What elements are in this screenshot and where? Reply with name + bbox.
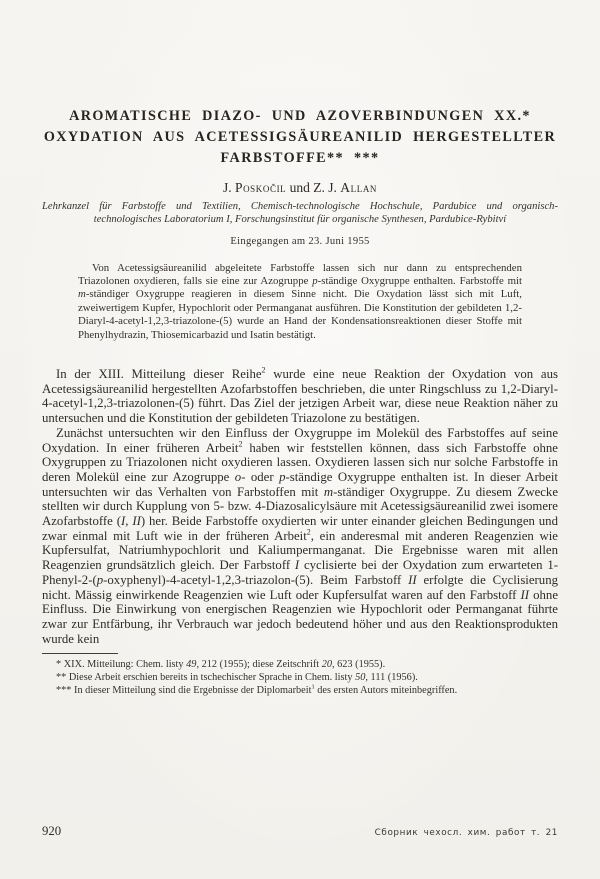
journal-footer: Сборник чехосл. хим. работ т. 21 xyxy=(374,828,558,838)
title-line-2: OXYDATION AUS ACETESSIGSÄUREANILID HERGESTELLTER xyxy=(43,129,557,145)
body-paragraph-2: Zunächst untersuchten wir den Einfluss der Oxygruppe im Molekül des Farbstoffes auf seine Oxydation. In einer früheren Arbeit$^2$ haben wir feststellen können, dass sich Farbstoffe ohne Oxygruppen zu Triazolonen nicht oxydieren lassen. Oxydieren lassen sich nur solche Farbstoffe in deren Molekül eine zur Azogruppe o- oder p-ständige Oxygruppe enthalten ist. In dieser Arbeit untersuchten wir das Verhalten von Farbstoffen mit m-ständiger Oxygruppe. Zu diesem Zwecke stellten wir durch Kupplung von 5- bzw. 4-Diazosalicylsäure mit Acetessigsäureanilid zwei isomere Azofarbstoffe (I, II) her. Beide Farbstoffe oxydierten wir unter einander gleichen Bedingungen und zwar einmal mit Luft wie in der früheren Arbeit$^2$, ein anderesmal mit anderen Reagenzien wie Kupfersulfat, Natriumhypochlorit und Kaliumpermanganat. Die Ergebnisse waren mit allen Reagenzien grundsätzlich gleich. Der Farbstoff I cyclisierte bei der Oxydation zum erwarteten 1-Phenyl-2-(p-oxyphenyl)-4-acetyl-1,2,3-triazolon-(5). Beim Farbstoff II erfolgte die Cyclisierung nicht. Mässig einwirkende Reagenzien wie Luft oder Kupfersulfat waren auf den Farbstoff II ohne Einfluss. Die Einwirkung von energischen Reagenzien wie Hypochlorit oder Permanganat führte zwar zur Entfärbung, ihr Verbrauch war jedoch bedeutend höher und aus den Reaktionsprodukten wurde kein xyxy=(42,425,559,646)
title-line-1: AROMATISCHE DIAZO- UND AZOVERBINDUNGEN XX.* xyxy=(69,108,531,124)
abstract: Von Acetessigsäureanilid abgeleitete Farbstoffe lassen sich nur dann zu entsprechenden Triazolonen oxydieren, falls sie eine zur Azogruppe p-ständige Oxygruppe enthalten. Farbstoffe mit m-ständiger Oxygruppe reagieren in diesem Sinne nicht. Die Oxydation lässt sich mit Luft, zweiwertigem Kupfer, Hypochlorit oder Permanganat ausführen. Die Konstitution der gebildeten 1,2-Diaryl-4-acetyl-1,2,3-triazolone-(5) wurde an Hand der Kondensationsreaktionen dieser Stoffe mit Phenylhydrazin, Thiosemicarbazid und Isatin bestätigt. xyxy=(78,261,523,341)
page-number: 920 xyxy=(42,824,62,838)
footnote-2: ** Diese Arbeit erschien bereits in tschechischer Sprache in Chem. listy 50, 111 (1956). xyxy=(56,672,418,684)
author-2-name: Allan xyxy=(340,180,378,195)
author-1-initials: J. xyxy=(222,180,232,195)
page-content xyxy=(42,0,558,697)
title-line-3: FARBSTOFFE** *** xyxy=(220,150,380,166)
footnote-3: *** In dieser Mitteilung sind die Ergebnisse der Diplomarbeit$^1$ des ersten Autors miteinbegriffen. xyxy=(56,683,458,697)
authors-joiner: und xyxy=(289,180,310,195)
page-title xyxy=(42,106,558,169)
footnote-divider xyxy=(42,653,118,654)
authors-line xyxy=(42,180,558,196)
author-2-initials: Z. J. xyxy=(313,180,337,195)
footnotes xyxy=(42,658,558,697)
page-footer xyxy=(42,824,558,839)
article-body xyxy=(42,367,558,646)
body-paragraph-1: In der XIII. Mitteilung dieser Reihe$^2$ wurde eine neue Reaktion der Oxydation von aus Acetessigsäureanilid hergestellten Azofarbstoffen beschrieben, die unter Ringschluss zu 1,2-Diaryl-4-acetyl-1,2,3-triazolonen-(5) führt. Das Ziel der jetzigen Arbeit war, diese neue Reaktion näher zu untersuchen und die Konstitution der gebildeten Triazolone zu bestätigen. xyxy=(42,365,558,426)
affiliation: Lehrkanzel für Farbstoffe und Textilien, Chemisch-technologische Hochschule, Pardubice und organisch-technologisches Laboratorium I, Forschungsinstitut für organische Synthesen, Pardubice-Rybitví xyxy=(42,201,558,225)
footnote-1: * XIX. Mitteilung: Chem. listy 49, 212 (1955); diese Zeitschrift 20, 623 (1955). xyxy=(56,659,386,671)
author-1-name: Poskočil xyxy=(234,180,287,195)
received-date: Eingegangen am 23. Juni 1955 xyxy=(230,235,370,247)
